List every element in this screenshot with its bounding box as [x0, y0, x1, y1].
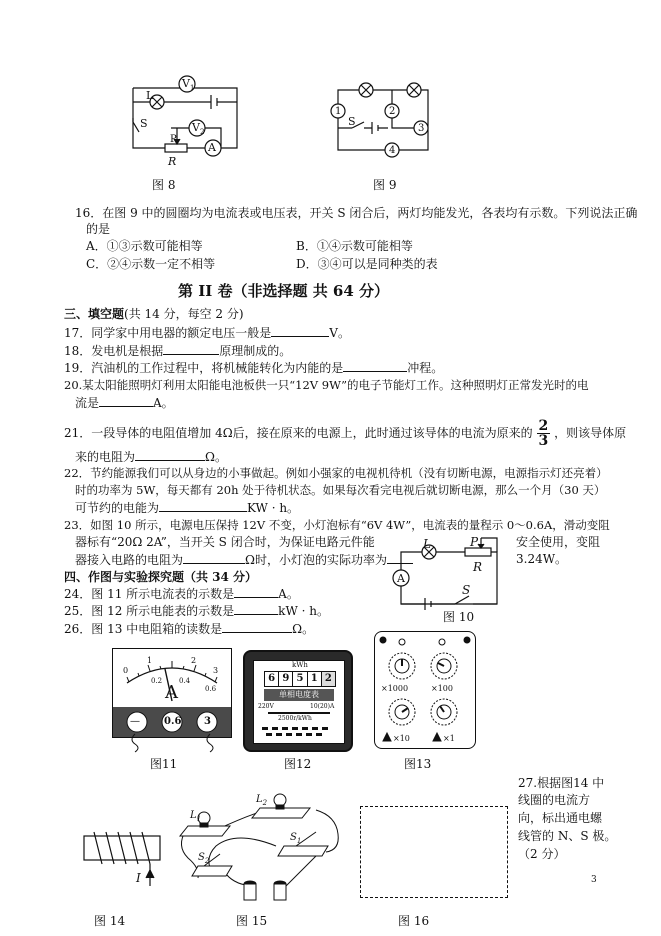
fig15-l1-label: $L_1$ — [190, 810, 202, 823]
q17: 17．同学家中用电器的额定电压一般是 V。 — [64, 326, 350, 340]
fig10-p-label: P — [470, 535, 479, 549]
q16-option-b: B．①④示数可能相等 — [296, 239, 413, 253]
q27-line4: 线管的 N、S 极。 — [518, 829, 617, 843]
q25: 25．图 12 所示电能表的示数是 kW · h。 — [64, 604, 329, 618]
fig14-caption: 图 14 — [94, 914, 126, 928]
fig9-caption: 图 9 — [373, 178, 397, 192]
fig11-terminal-minus: — — [130, 716, 140, 727]
fig9-meter3-label: 3 — [418, 123, 425, 134]
fig9-meter1-label: 1 — [335, 106, 342, 117]
q16-line1: 16．在图 9 中的圆圈均为电流表或电压表，开关 S 闭合后，两灯均能发光，各表均有示数。下列说法正确 — [75, 206, 638, 220]
fig11-scale-0.6: 0.6 — [205, 685, 217, 693]
q16-option-a: A．①③示数可能相等 — [86, 239, 203, 253]
q27-line1: 27.根据图14 中 — [518, 776, 605, 790]
fig10-l-label: L — [423, 537, 431, 551]
q21-line1: 21．一段导体的电阻值增加 4Ω后，接在原来的电源上，此时通过该导体的电流为原来的 $\frac{2}{3}$ ，则该导体原 — [64, 418, 627, 449]
fig12-unit: kWh — [292, 661, 308, 669]
q24: 24．图 11 所示电流表的示数是 A。 — [64, 587, 299, 601]
fig15-caption: 图 15 — [236, 914, 268, 928]
fig13-x1: ×1 — [443, 734, 455, 743]
fig13-x10: ×10 — [393, 734, 410, 743]
fig11-caption: 图11 — [150, 757, 178, 771]
q22-line1: 22．节约能源我们可以从身边的小事做起。例如小强家的电视机待机（没有切断电源，电源指示灯还亮着） — [64, 466, 608, 480]
fig12-current: 10(20)A — [310, 703, 335, 710]
q22-line3: 可节约的电能为 KW · h。 — [75, 501, 300, 515]
fig15-l2-label: $L_2$ — [256, 794, 268, 807]
fig12-caption: 图12 — [284, 757, 312, 771]
fig12-revolutions: 2500r/kWh — [278, 715, 312, 722]
q18: 18．发电机是根据 原理制成的。 — [64, 344, 292, 358]
fig13-caption: 图13 — [404, 757, 432, 771]
fig12-voltage: 220V — [258, 703, 274, 710]
q22-line2: 时的功率为 5W，每天都有 20h 处于待机状态。如果每次看完电视后就切断电源，那么一个月（30 天） — [75, 483, 606, 497]
fig15-s1-label: $S_1$ — [290, 832, 302, 845]
fig11-scale-0.4: 0.4 — [179, 677, 191, 685]
figure-12-energy-meter — [243, 650, 353, 752]
fig11-scale-0.2: 0.2 — [151, 677, 163, 685]
fig11-terminal-3: 3 — [204, 716, 211, 727]
fig10-r-label: R — [473, 560, 483, 574]
fig8-caption: 图 8 — [152, 178, 176, 192]
q20-line1: 20.某太阳能照明灯利用太阳能电池板供一只“12V 9W”的电子节能灯工作。这种照明灯正常发光时的电 — [64, 378, 589, 392]
fig9-meter4-label: 4 — [389, 145, 396, 156]
fig9-meter2-label: 2 — [389, 106, 396, 117]
q16-line2: 的是 — [86, 222, 111, 236]
q19: 19．汽油机的工作过程中，将机械能转化为内能的是 冲程。 — [64, 361, 444, 375]
fig11-tick-1: 1 — [147, 656, 153, 665]
q21-line2: 来的电阻为 Ω。 — [75, 450, 227, 464]
q27-line2: 线圈的电流方 — [518, 793, 591, 807]
fig11-tick-3: 3 — [213, 666, 219, 675]
fig12-digit-1: 6 — [265, 672, 279, 686]
fig11-unit: A — [165, 682, 178, 703]
q27-line3: 向，标出通电螺 — [518, 811, 603, 825]
fig8-p-label: P — [170, 134, 177, 145]
fig15-s2-label: $S_2$ — [198, 852, 210, 865]
q23-line1: 23．如图 10 所示，电源电压保持 12V 不变，小灯泡标有“6V 4W”，电流表的量程示 0～0.6A，滑动变阻 — [64, 518, 610, 532]
q21-fraction: $\frac{2}{3}$ — [538, 418, 549, 449]
fig12-nameplate: 单相电度表 — [264, 689, 334, 701]
q16-option-c: C．②④示数一定不相等 — [86, 257, 216, 271]
figure-13-resistance-box — [374, 631, 476, 749]
q20-line2: 流是 A。 — [75, 396, 174, 410]
fig9-s-label: S — [348, 115, 356, 128]
fig11-tick-0: 0 — [123, 666, 129, 675]
fig13-x1000: ×1000 — [381, 684, 409, 693]
fig13-x100: ×100 — [431, 684, 453, 693]
fig8-v1-label: $V_1$ — [182, 77, 195, 93]
fig16-caption: 图 16 — [398, 914, 430, 928]
fig11-tick-2: 2 — [191, 656, 197, 665]
part2-title: 第 II 卷（非选择题 共 64 分） — [178, 282, 390, 300]
fig12-digit-4: 1 — [308, 672, 322, 686]
fig10-s-label: S — [462, 583, 471, 597]
figure-16-drawing-area — [360, 806, 508, 898]
q23-line2a: 器标有“20Ω 2A”，当开关 S 闭合时，为保证电路元件能 — [75, 535, 375, 549]
fig12-digit-2: 9 — [279, 672, 293, 686]
fig10-a-label: A — [397, 572, 405, 585]
fig8-v2-label: $V_2$ — [192, 121, 205, 137]
experiment-heading: 四、作图与实验探究题（共 34 分） — [64, 570, 258, 584]
fig12-digit-3: 5 — [293, 672, 307, 686]
q16-option-d: D．③④可以是同种类的表 — [296, 257, 438, 271]
q26: 26．图 13 中电阻箱的读数是 Ω。 — [64, 622, 315, 636]
fig8-l-label: L — [146, 89, 154, 102]
figure-11-ammeter — [112, 648, 232, 738]
fig11-terminal-0.6: 0.6 — [164, 716, 182, 727]
fig12-digit-last: 2 — [322, 672, 335, 686]
fig10-caption: 图 10 — [443, 610, 475, 624]
fig8-s-label: S — [140, 117, 148, 130]
q27-line5: （2 分） — [518, 847, 566, 861]
fig11-wires — [125, 734, 220, 752]
fig14-current-label: I — [136, 871, 141, 885]
q23-line3a: 器接入电路的电阻为 Ω时，小灯泡的实际功率为 — [75, 551, 413, 568]
figure-9-circuit — [328, 78, 433, 158]
fig8-a-label: A — [208, 141, 216, 154]
fig12-counter — [264, 671, 336, 687]
q23-line2b: 安全使用，变阻 — [516, 535, 601, 549]
fig8-r-label: R — [168, 155, 177, 168]
q23-line3b: 3.24W。 — [516, 552, 568, 566]
figure-14-solenoid — [80, 826, 170, 896]
fill-heading: 三、填空题(共 14 分，每空 2 分) — [64, 307, 244, 321]
page-number: 3 — [591, 875, 597, 885]
